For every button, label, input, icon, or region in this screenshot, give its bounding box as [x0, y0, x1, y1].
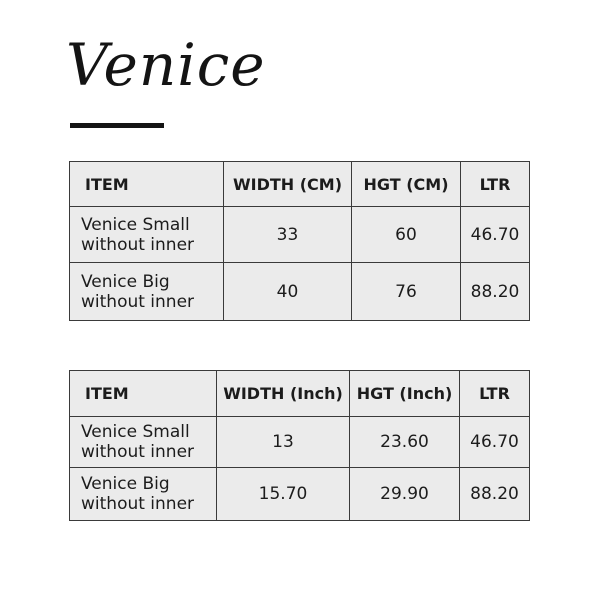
item-name-line1: Venice Small — [81, 214, 190, 235]
size-table-cm — [69, 161, 530, 321]
title-underline — [70, 123, 164, 128]
header-item: ITEM — [70, 371, 217, 417]
item-name-cell — [70, 207, 224, 263]
width-cell: 33 — [224, 207, 352, 263]
width-cell: 15.70 — [217, 468, 350, 521]
item-name-cell — [70, 468, 217, 521]
item-name-line2: without inner — [81, 291, 195, 312]
height-cell: 23.60 — [350, 417, 460, 468]
table-row — [70, 263, 530, 321]
height-cell: 76 — [352, 263, 461, 321]
width-cell: 40 — [224, 263, 352, 321]
header-ltr: LTR — [461, 162, 530, 207]
header-height: HGT (CM) — [352, 162, 461, 207]
header-width: WIDTH (CM) — [224, 162, 352, 207]
item-name-line2: without inner — [81, 234, 195, 255]
item-name-line1: Venice Big — [81, 271, 170, 292]
ltr-cell: 88.20 — [460, 468, 530, 521]
item-name-line1: Venice Small — [81, 422, 190, 442]
item-name-cell — [70, 263, 224, 321]
size-table-inch — [69, 370, 530, 521]
item-name-line2: without inner — [81, 494, 195, 514]
page-title: Venice — [66, 31, 266, 99]
table-row — [70, 468, 530, 521]
header-item: ITEM — [70, 162, 224, 207]
table-header-row — [70, 371, 530, 417]
item-name-line1: Venice Big — [81, 474, 170, 494]
header-width: WIDTH (Inch) — [217, 371, 350, 417]
table-row — [70, 207, 530, 263]
ltr-cell: 46.70 — [460, 417, 530, 468]
header-height: HGT (Inch) — [350, 371, 460, 417]
ltr-cell: 88.20 — [461, 263, 530, 321]
width-cell: 13 — [217, 417, 350, 468]
height-cell: 29.90 — [350, 468, 460, 521]
item-name-line2: without inner — [81, 442, 195, 462]
table-row — [70, 417, 530, 468]
item-name-cell — [70, 417, 217, 468]
height-cell: 60 — [352, 207, 461, 263]
header-ltr: LTR — [460, 371, 530, 417]
table-header-row — [70, 162, 530, 207]
ltr-cell: 46.70 — [461, 207, 530, 263]
